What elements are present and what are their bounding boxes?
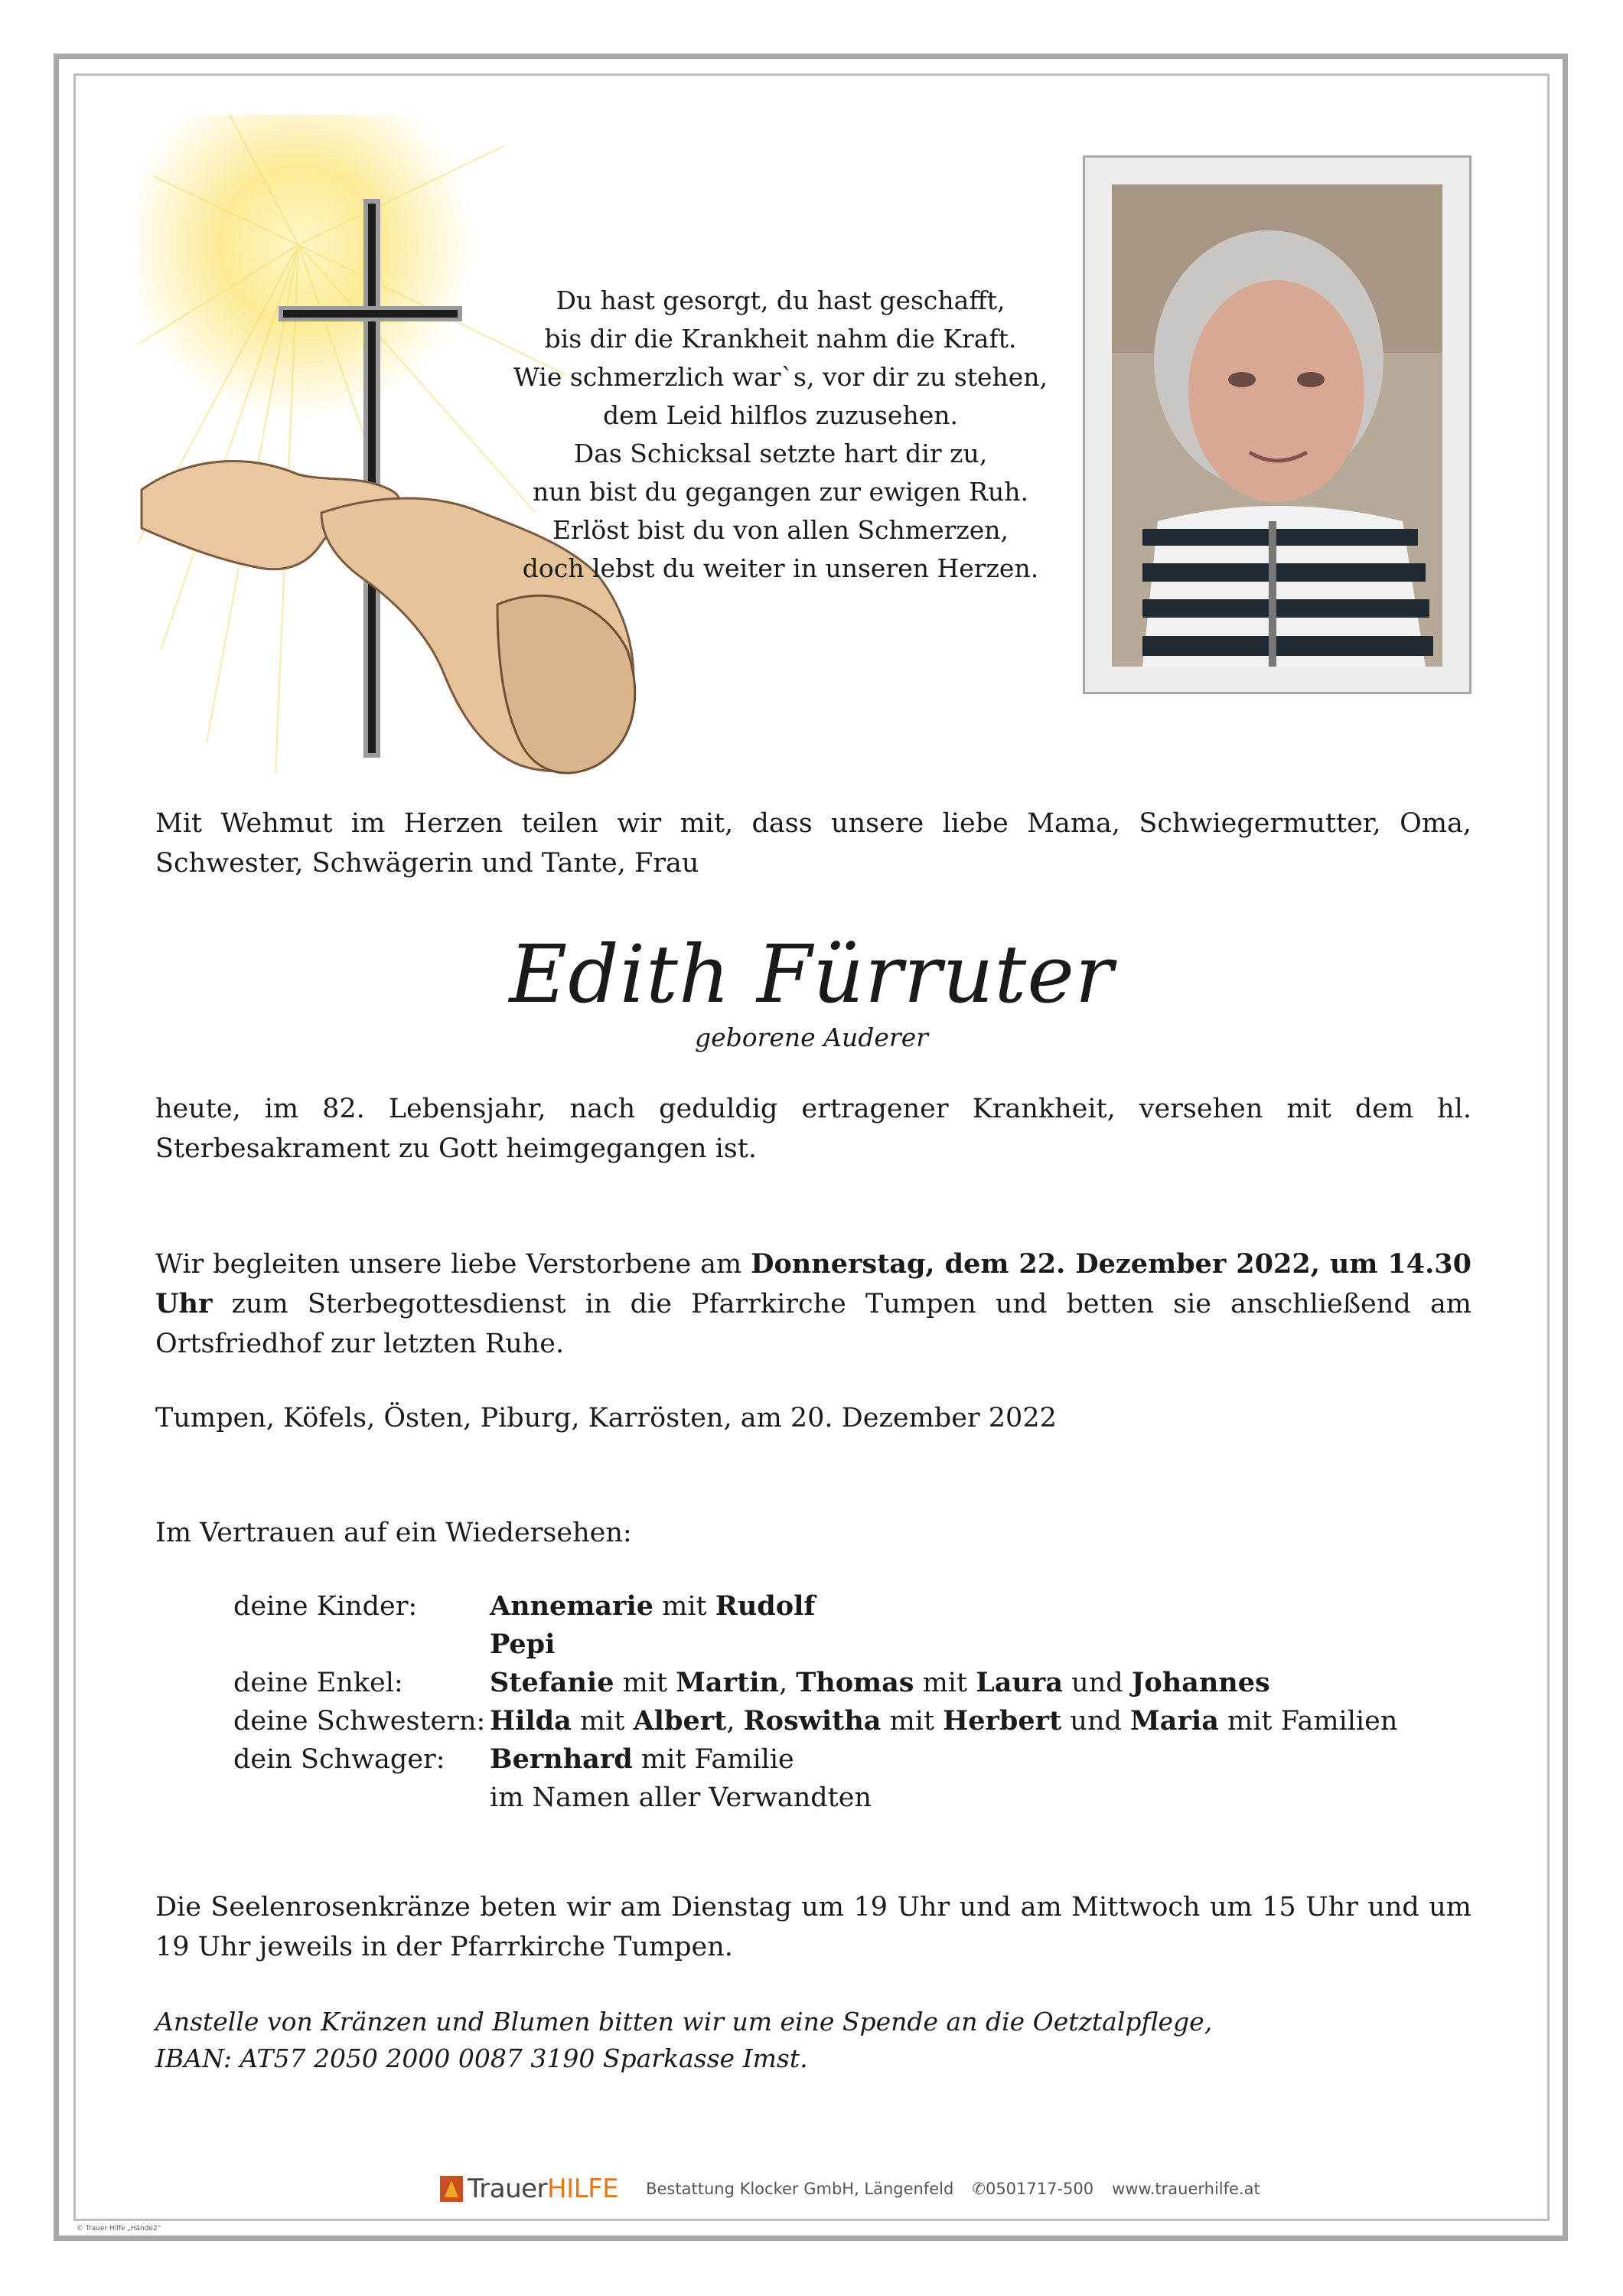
trauerhilfe-logo-icon — [440, 2176, 463, 2202]
connector-text: und — [1063, 1668, 1132, 1698]
connector-text: mit — [881, 1706, 943, 1737]
family-member-name: Johannes — [1131, 1667, 1270, 1698]
rosary-info: Die Seelenrosenkränze beten wir am Dienstag um 19 Uhr und am Mittwoch um 15 Uhr und um 19 Uhr jeweils in der Pfarrkirche Tumpen. — [155, 1892, 1471, 1962]
family-row — [233, 1779, 1473, 1817]
funeral-pre: Wir begleiten unsere liebe Verstorbene am — [155, 1249, 751, 1280]
announcement-intro: Mit Wehmut im Herzen teilen wir mit, dass unsere liebe Mama, Schwiegermutter, Oma, Schwester, Schwägerin und Tante, Frau — [155, 808, 1471, 879]
place-date: Tumpen, Köfels, Östen, Piburg, Karrösten, am 20. Dezember 2022 — [155, 1403, 1057, 1433]
family-member-name: Herbert — [943, 1705, 1062, 1737]
footer — [440, 2172, 1260, 2206]
poem-line: Erlöst bist du von allen Schmerzen, — [552, 515, 1009, 545]
relation-names — [490, 1626, 1473, 1664]
family-member-name: Albert — [633, 1705, 727, 1737]
poem-line: doch lebst du weiter in unseren Herzen. — [522, 553, 1039, 583]
donation-note — [155, 2004, 1471, 2077]
donation-line: Anstelle von Kränzen und Blumen bitten wir um eine Spende an die Oetztalpflege, — [155, 2007, 1213, 2037]
family-member-name: Rudolf — [715, 1590, 816, 1622]
copyright-note: © Trauer Hilfe „Hände2“ — [77, 2225, 161, 2232]
family-member-name: Stefanie — [490, 1667, 614, 1698]
relation-names — [490, 1664, 1473, 1702]
family-list — [233, 1587, 1473, 1817]
family-row — [233, 1587, 1473, 1626]
portrait-photo — [1112, 184, 1442, 667]
family-member-name: Laura — [976, 1667, 1064, 1698]
funeral-post: zum Sterbegottesdienst in die Pfarrkirche Tumpen und betten sie anschließend am Ortsfriedhof zur letzten Ruhe. — [155, 1289, 1471, 1359]
relation-label — [233, 1626, 490, 1664]
poem-line: nun bist du gegangen zur ewigen Ruh. — [532, 477, 1029, 507]
family-member-name: Hilda — [490, 1705, 572, 1737]
deceased-name: Edith Fürruter — [509, 928, 1114, 1021]
family-member-name: Pepi — [490, 1629, 556, 1660]
poem-line: dem Leid hilflos zuzusehen. — [603, 400, 958, 430]
family-row — [233, 1626, 1473, 1664]
poem — [490, 282, 1071, 588]
relation-label: deine Schwestern: — [233, 1706, 486, 1737]
connector-text: mit Familien — [1218, 1706, 1398, 1737]
connector-text: , — [726, 1706, 744, 1737]
trust-line: Im Vertrauen auf ein Wiedersehen: — [155, 1518, 632, 1548]
funeral-date: Donnerstag, dem 22. Dezember 2022, um 14.30 Uhr — [155, 1248, 1471, 1319]
connector-text: mit — [571, 1706, 634, 1737]
relation-label: dein Schwager: — [233, 1744, 445, 1775]
maiden-name: geborene Auderer — [694, 1022, 929, 1052]
family-member-name: Thomas — [796, 1667, 914, 1698]
family-row — [233, 1740, 1473, 1779]
phone-value: 0501717-500 — [985, 2180, 1094, 2198]
poem-line: Das Schicksal setzte hart dir zu, — [573, 439, 988, 468]
brand-part-hilfe: HILFE — [547, 2174, 619, 2204]
family-member-name: Roswitha — [743, 1705, 882, 1737]
family-member-name: Annemarie — [490, 1590, 654, 1622]
connector-text: mit — [653, 1591, 715, 1622]
company-name: Bestattung Klocker GmbH, Längenfeld — [646, 2180, 954, 2198]
family-member-name: Martin — [676, 1667, 779, 1698]
relation-label: deine Kinder: — [233, 1591, 418, 1622]
connector-text: , — [778, 1668, 797, 1698]
connector-text: und — [1061, 1706, 1131, 1737]
relation-names — [490, 1779, 1473, 1817]
family-member-name: Bernhard — [490, 1743, 633, 1775]
brand-name — [468, 2174, 618, 2204]
connector-text: mit — [914, 1668, 976, 1698]
family-row — [233, 1664, 1473, 1702]
website-link[interactable]: www.trauerhilfe.at — [1112, 2180, 1260, 2198]
family-row — [233, 1702, 1473, 1740]
poem-line: Du hast gesorgt, du hast geschafft, — [556, 285, 1005, 315]
portrait-frame — [1083, 155, 1471, 694]
connector-text: mit Familie — [632, 1744, 794, 1775]
connector-text: mit — [614, 1668, 676, 1698]
connector-text: im Namen aller Verwandten — [490, 1782, 872, 1813]
relation-label: deine Enkel: — [233, 1668, 403, 1698]
phone-number: ✆0501717-500 — [972, 2180, 1094, 2198]
relation-label — [233, 1779, 490, 1817]
relation-names — [490, 1702, 1473, 1740]
family-member-name: Maria — [1130, 1705, 1219, 1737]
poem-line: Wie schmerzlich war`s, vor dir zu stehen, — [513, 362, 1048, 392]
relation-names — [490, 1740, 1473, 1779]
death-notice: heute, im 82. Lebensjahr, nach geduldig ertragener Krankheit, versehen mit dem hl. Sterbesakrament zu Gott heimgegangen ist. — [155, 1094, 1471, 1164]
relation-names — [490, 1587, 1473, 1626]
brand-part-trauer: Trauer — [468, 2174, 548, 2204]
iban-line: IBAN: AT57 2050 2000 0087 3190 Sparkasse Imst. — [155, 2043, 808, 2073]
poem-line: bis dir die Krankheit nahm die Kraft. — [544, 324, 1017, 354]
funeral-info — [155, 1244, 1471, 1364]
